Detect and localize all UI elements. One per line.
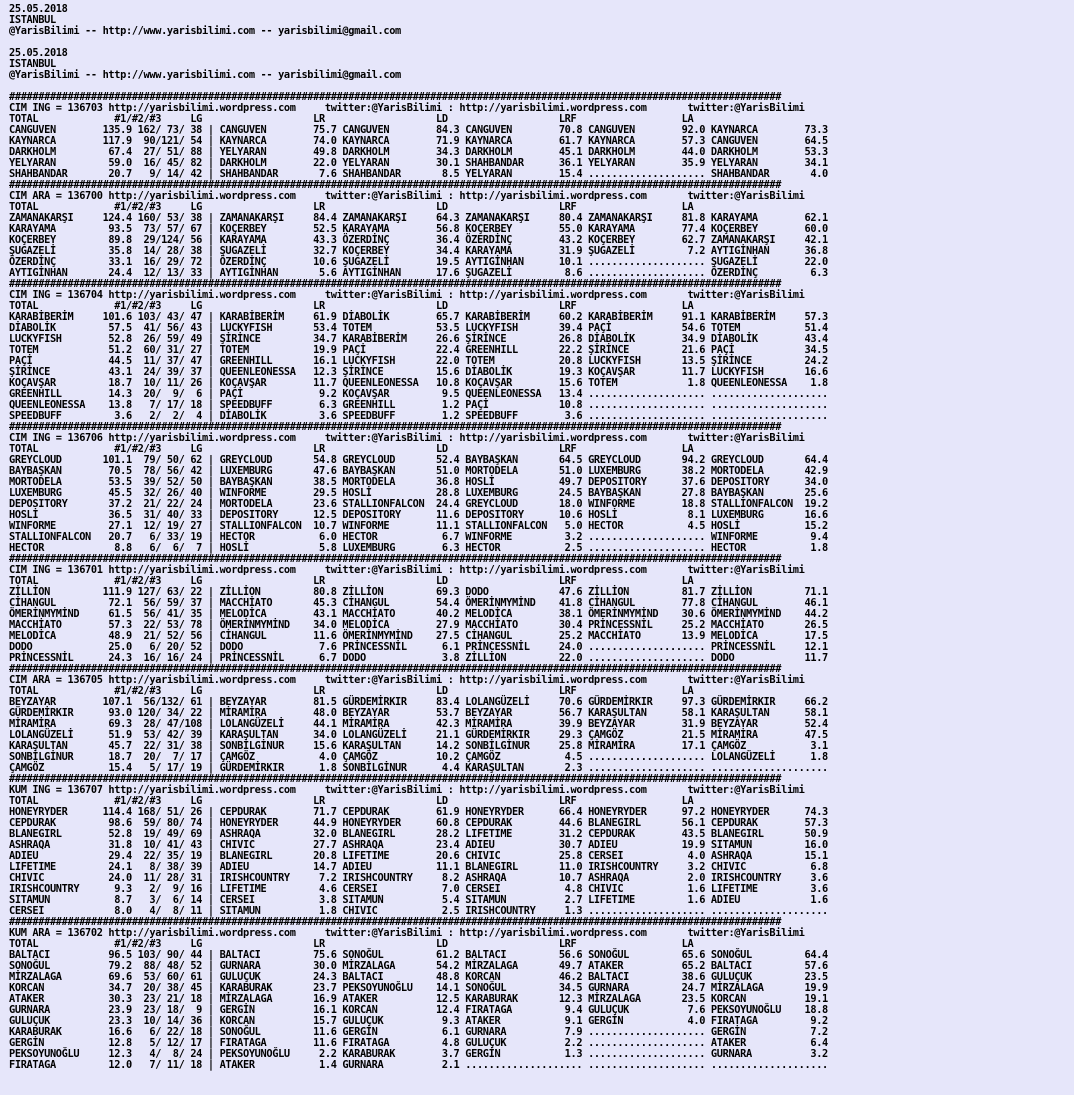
column-header-line: TOTAL #1/#2/#3 LG LR LD LRF LA: [9, 443, 694, 455]
table-row: ZAMANAKARŞI 124.4 160/ 53/ 38 | ZAMANAKARŞI 84.4 ZAMANAKARŞI 64.3 ZAMANAKARŞI 80.4 ZAMANAKARŞI 81.8 KARAYAMA 62.1: [9, 212, 828, 224]
table-row: LIFETIME 24.1 8/ 38/ 39 | ADIEU 14.7 ADIEU 11.1 BLANEGIRL 11.0 IRISHCOUNTRY 3.2 CHIVIC 6.8: [9, 861, 828, 873]
table-row: DARKHOLM 67.4 27/ 51/ 88 | YELYARAN 49.8 DARKHOLM 34.3 DARKHOLM 45.1 DARKHOLM 44.0 DARKHOLM 53.3: [9, 146, 828, 158]
column-header-line: TOTAL #1/#2/#3 LG LR LD LRF LA: [9, 300, 694, 312]
table-row: BLANEGIRL 52.8 19/ 49/ 69 | ASHRAQA 32.0 BLANEGIRL 28.2 LIFETIME 31.2 CEPDURAK 43.5 BLANEGIRL 50.9: [9, 828, 828, 840]
table-row: DODO 25.0 6/ 20/ 52 | DODO 7.6 PRİNCESSNİL 6.1 PRİNCESSNİL 24.0 .................... PRİNCESSNİL 12.1: [9, 641, 828, 653]
separator-line: ####################################################################################################################################: [9, 663, 782, 675]
column-header-line: TOTAL #1/#2/#3 LG LR LD LRF LA: [9, 113, 694, 125]
table-row: KARAŞULTAN 45.7 22/ 31/ 38 | SONBİLGİNUR 15.6 KARAŞULTAN 14.2 SONBİLGİNUR 25.8 MİRAMİRA 17.1 ÇAMGÖZ 3.1: [9, 740, 828, 752]
table-row: PEKSOYUNOĞLU 12.3 4/ 8/ 24 | PEKSOYUNOĞLU 2.2 KARABURAK 3.7 GERGİN 1.3 .................... GURNARA 3.2: [9, 1048, 828, 1060]
table-row: IRISHCOUNTRY 9.3 2/ 9/ 16 | LIFETIME 4.6 CERSEI 7.0 CERSEI 4.8 CHIVIC 1.6 LIFETIME 3.6: [9, 883, 828, 895]
report-date: 25.05.2018: [9, 47, 68, 59]
table-row: DİABOLİK 57.5 41/ 56/ 43 | LUCKYFISH 53.4 TOTEM 53.5 LUCKYFISH 39.4 PAÇİ 54.6 TOTEM 51.4: [9, 322, 828, 334]
table-row: HONEYRYDER 114.4 168/ 51/ 26 | CEPDURAK 71.7 CEPDURAK 61.9 HONEYRYDER 66.4 HONEYRYDER 97.2 HONEYRYDER 74.3: [9, 806, 828, 818]
table-row: CEPDURAK 98.6 59/ 80/ 74 | HONEYRYDER 44.9 HONEYRYDER 60.8 CEPDURAK 44.6 BLANEGIRL 56.1 CEPDURAK 57.3: [9, 817, 828, 829]
table-row: BALTACI 96.5 103/ 90/ 44 | BALTACI 75.6 SONOĞUL 61.2 BALTACI 56.6 SONOĞUL 65.6 SONOĞUL 64.4: [9, 949, 828, 961]
table-row: SPEEDBUFF 3.6 2/ 2/ 4 | DİABOLİK 3.6 SPEEDBUFF 1.2 SPEEDBUFF 3.6 .................... ....................: [9, 410, 828, 422]
separator-line: ####################################################################################################################################: [9, 553, 782, 565]
column-header-line: TOTAL #1/#2/#3 LG LR LD LRF LA: [9, 795, 694, 807]
race-table: [9, 554, 1074, 664]
table-row: SITAMUN 8.7 3/ 6/ 14 | CERSEI 3.8 SITAMUN 5.4 SITAMUN 2.7 LIFETIME 1.6 ADIEU 1.6: [9, 894, 828, 906]
race-table: [9, 774, 1074, 917]
contact-line: @YarisBilimi -- http://www.yarisbilimi.com -- yarisbilimi@gmail.com: [9, 69, 401, 81]
table-row: ÖZERDİNÇ 33.1 16/ 29/ 72 | ÖZERDİNÇ 10.6 ŞUGAZELİ 19.5 AYTIGİNHAN 10.1 .................... ŞUGAZELİ 22.0: [9, 256, 828, 268]
race-table: [9, 422, 1074, 554]
column-header-line: TOTAL #1/#2/#3 LG LR LD LRF LA: [9, 201, 694, 213]
race-table: [9, 279, 1074, 422]
table-row: DEPOSITORY 37.2 21/ 22/ 24 | MORTODELA 23.6 STALLIONFALCON 24.4 GREYCLOUD 18.0 WINFORME 18.8 STALLIONFALCON 19.2: [9, 498, 828, 510]
blank-line: [9, 37, 1074, 48]
table-row: AYTIGİNHAN 24.4 12/ 13/ 33 | AYTIGİNHAN 5.6 AYTIGİNHAN 17.6 ŞUGAZELİ 8.6 .................... ÖZERDİNÇ 6.3: [9, 267, 828, 279]
race-title-line: KUM ING = 136707 http://yarisbilimi.wordpress.com twitter:@YarisBilimi : http://yarisbilimi.wordpress.com twitter:@YarisBilimi: [9, 784, 805, 796]
table-row: GREYCLOUD 101.1 79/ 50/ 62 | GREYCLOUD 54.8 GREYCLOUD 52.4 BAYBAŞKAN 64.5 GREYCLOUD 94.2 GREYCLOUD 64.4: [9, 454, 828, 466]
table-row: WINFORME 27.1 12/ 19/ 27 | STALLIONFALCON 10.7 WINFORME 11.1 STALLIONFALCON 5.0 HECTOR 4.5 HOSLİ 15.2: [9, 520, 828, 532]
table-row: LUXEMBURG 45.5 32/ 26/ 40 | WINFORME 29.5 HOSLİ 28.8 LUXEMBURG 24.5 BAYBAŞKAN 27.8 BAYBAŞKAN 25.6: [9, 487, 828, 499]
table-row: KAYNARCA 117.9 90/121/ 54 | KAYNARCA 74.0 KAYNARCA 71.9 KAYNARCA 61.7 KAYNARCA 57.3 CANGUVEN 64.5: [9, 135, 828, 147]
report-city: ISTANBUL: [9, 58, 56, 70]
table-row: GULUÇUK 23.3 10/ 14/ 36 | KORCAN 15.7 GULUÇUK 9.3 ATAKER 9.1 GERGİN 4.0 FIRATAGA 9.2: [9, 1015, 828, 1027]
table-row: SONOĞUL 79.2 88/ 48/ 52 | GURNARA 30.0 MİRZALAGA 54.2 MİRZALAGA 49.7 ATAKER 65.2 BALTACI 57.6: [9, 960, 828, 972]
table-row: QUEENLEONESSA 13.8 7/ 17/ 18 | SPEEDBUFF 6.3 GREENHILL 1.2 PAÇİ 10.8 .................... ....................: [9, 399, 828, 411]
table-row: CANGUVEN 135.9 162/ 73/ 38 | CANGUVEN 75.7 CANGUVEN 84.3 CANGUVEN 70.8 CANGUVEN 92.0 KAYNARCA 73.3: [9, 124, 828, 136]
table-row: GREENHILL 14.3 20/ 9/ 6 | PAÇİ 9.2 KOÇAVŞAR 9.5 QUEENLEONESSA 13.4 .................... ....................: [9, 388, 828, 400]
column-header-line: TOTAL #1/#2/#3 LG LR LD LRF LA: [9, 575, 694, 587]
table-row: GÜRDEMİRKIR 93.0 120/ 34/ 22 | MİRAMİRA 48.0 BEYZAYAR 53.7 BEYZAYAR 56.7 KARAŞULTAN 58.1 KARAŞULTAN 58.1: [9, 707, 828, 719]
separator-line: ####################################################################################################################################: [9, 916, 782, 928]
race-title-line: CIM ARA = 136700 http://yarisbilimi.wordpress.com twitter:@YarisBilimi : http://yarisbilimi.wordpress.com twitter:@YarisBilimi: [9, 190, 805, 202]
report-city: ISTANBUL: [9, 14, 56, 26]
table-row: ASHRAQA 31.8 10/ 41/ 43 | CHIVIC 27.7 ASHRAQA 23.4 ADIEU 30.7 ADIEU 19.9 SITAMUN 16.0: [9, 839, 828, 851]
column-header-line: TOTAL #1/#2/#3 LG LR LD LRF LA: [9, 685, 694, 697]
table-row: GERGİN 12.8 5/ 12/ 17 | FIRATAGA 11.6 FIRATAGA 4.8 GULUÇUK 2.2 .................... ATAKER 6.4: [9, 1037, 828, 1049]
table-row: LUCKYFISH 52.8 26/ 59/ 49 | ŞİRİNCE 34.7 KARABİBERİM 26.6 ŞİRİNCE 26.8 DİABOLİK 34.9 DİABOLİK 43.4: [9, 333, 828, 345]
separator-line: ####################################################################################################################################: [9, 773, 782, 785]
race-table: [9, 917, 1074, 1071]
column-header-line: TOTAL #1/#2/#3 LG LR LD LRF LA: [9, 938, 694, 950]
table-row: ATAKER 30.3 23/ 21/ 18 | MİRZALAGA 16.9 ATAKER 12.5 KARABURAK 12.3 MİRZALAGA 23.5 KORCAN 19.1: [9, 993, 828, 1005]
header-block: [9, 48, 1074, 81]
race-table: [9, 664, 1074, 774]
header-block: [9, 4, 1074, 37]
table-row: KARAYAMA 93.5 73/ 57/ 67 | KOÇERBEY 52.5 KARAYAMA 56.8 KOÇERBEY 55.0 KARAYAMA 77.4 KOÇERBEY 60.0: [9, 223, 828, 235]
table-row: KARABİBERİM 101.6 103/ 43/ 47 | KARABİBERİM 61.9 DİABOLİK 65.7 KARABİBERİM 60.2 KARABİBERİM 91.1 KARABİBERİM 57.3: [9, 311, 828, 323]
table-row: SONBİLGİNUR 18.7 20/ 7/ 17 | ÇAMGÖZ 4.0 ÇAMGÖZ 10.2 ÇAMGÖZ 4.5 .................... LOLANGÜZELİ 1.8: [9, 751, 828, 763]
table-row: PRİNCESSNİL 24.3 16/ 16/ 24 | PRİNCESSNİL 6.7 DODO 3.8 ZİLLİON 22.0 .................... DODO 11.7: [9, 652, 828, 664]
separator-line: ####################################################################################################################################: [9, 278, 782, 290]
race-table: [9, 92, 1074, 180]
table-row: MİRAMİRA 69.3 28/ 47/108 | LOLANGÜZELİ 44.1 MİRAMİRA 42.3 MİRAMİRA 39.9 BEYZAYAR 31.9 BEYZAYAR 52.4: [9, 718, 828, 730]
table-row: CİHANGUL 72.1 56/ 59/ 37 | MACCHİATO 45.3 CİHANGUL 54.4 ÖMERİNMYMİND 41.8 CİHANGUL 77.8 CİHANGUL 46.1: [9, 597, 828, 609]
table-row: KOÇAVŞAR 18.7 10/ 11/ 26 | KOÇAVŞAR 11.7 QUEENLEONESSA 10.8 KOÇAVŞAR 15.6 TOTEM 1.8 QUEENLEONESSA 1.8: [9, 377, 828, 389]
table-row: MELODİCA 48.9 21/ 52/ 56 | CİHANGUL 11.6 ÖMERİNMYMİND 27.5 CİHANGUL 25.2 MACCHİATO 13.9 MELODİCA 17.5: [9, 630, 828, 642]
table-row: BAYBAŞKAN 70.5 78/ 56/ 42 | LUXEMBURG 47.6 BAYBAŞKAN 51.0 MORTODELA 51.0 LUXEMBURG 38.2 MORTODELA 42.9: [9, 465, 828, 477]
table-row: ZİLLİON 111.9 127/ 63/ 22 | ZİLLİON 80.8 ZİLLİON 69.3 DODO 47.6 ZİLLİON 81.7 ZİLLİON 71.1: [9, 586, 828, 598]
table-row: KARABURAK 16.6 6/ 22/ 18 | SONOĞUL 11.6 GERGİN 6.1 GURNARA 7.9 .................... GERGİN 7.2: [9, 1026, 828, 1038]
table-row: ÇAMGÖZ 15.4 5/ 17/ 19 | GÜRDEMİRKIR 1.8 SONBİLGİNUR 4.4 KARAŞULTAN 2.3 .................... ....................: [9, 762, 828, 774]
race-title-line: CIM ING = 136703 http://yarisbilimi.wordpress.com twitter:@YarisBilimi : http://yarisbilimi.wordpress.com twitter:@YarisBilimi: [9, 102, 805, 114]
table-row: TOTEM 51.2 60/ 31/ 27 | TOTEM 19.9 PAÇİ 22.4 GREENHILL 22.2 ŞİRİNCE 21.6 PAÇİ 34.5: [9, 344, 828, 356]
table-row: LOLANGÜZELİ 51.9 53/ 42/ 39 | KARAŞULTAN 34.0 LOLANGÜZELİ 21.1 GÜRDEMİRKIR 29.3 ÇAMGÖZ 21.5 MİRAMİRA 47.5: [9, 729, 828, 741]
table-row: FIRATAGA 12.0 7/ 11/ 18 | ATAKER 1.4 GURNARA 2.1 .................... .................... ....................: [9, 1059, 828, 1071]
separator-line: ####################################################################################################################################: [9, 91, 782, 103]
table-row: GURNARA 23.9 23/ 18/ 9 | GERGİN 16.1 KORCAN 12.4 FIRATAGA 9.4 GULUÇUK 7.6 PEKSOYUNOĞLU 18.8: [9, 1004, 828, 1016]
table-row: SHAHBANDAR 20.7 9/ 14/ 42 | SHAHBANDAR 7.6 SHAHBANDAR 8.5 YELYARAN 15.4 .................... SHAHBANDAR 4.0: [9, 168, 828, 180]
table-row: CERSEI 8.0 4/ 8/ 11 | SITAMUN 1.8 CHIVIC 2.5 IRISHCOUNTRY 1.3 .................... ....................: [9, 905, 828, 917]
race-title-line: CIM ARA = 136705 http://yarisbilimi.wordpress.com twitter:@YarisBilimi : http://yarisbilimi.wordpress.com twitter:@YarisBilimi: [9, 674, 805, 686]
table-row: YELYARAN 59.0 16/ 45/ 82 | DARKHOLM 22.0 YELYARAN 30.1 SHAHBANDAR 36.1 YELYARAN 35.9 YELYARAN 34.1: [9, 157, 828, 169]
race-title-line: CIM ING = 136704 http://yarisbilimi.wordpress.com twitter:@YarisBilimi : http://yarisbilimi.wordpress.com twitter:@YarisBilimi: [9, 289, 805, 301]
separator-line: ####################################################################################################################################: [9, 421, 782, 433]
separator-line: ####################################################################################################################################: [9, 179, 782, 191]
table-row: BEYZAYAR 107.1 56/132/ 61 | BEYZAYAR 81.5 GÜRDEMİRKIR 83.4 LOLANGÜZELİ 70.6 GÜRDEMİRKIR 97.3 GÜRDEMİRKIR 66.2: [9, 696, 828, 708]
race-title-line: CIM ING = 136701 http://yarisbilimi.wordpress.com twitter:@YarisBilimi : http://yarisbilimi.wordpress.com twitter:@YarisBilimi: [9, 564, 805, 576]
table-row: PAÇİ 44.5 11/ 37/ 47 | GREENHILL 16.1 LUCKYFISH 22.0 TOTEM 20.8 LUCKYFISH 13.5 ŞİRİNCE 24.2: [9, 355, 828, 367]
table-row: ÖMERİNMYMİND 61.5 56/ 41/ 35 | MELODİCA 43.1 MACCHİATO 40.2 MELODİCA 38.1 ÖMERİNMYMİND 30.6 ÖMERİNMYMİND 44.2: [9, 608, 828, 620]
table-row: HOSLİ 36.5 31/ 40/ 33 | DEPOSITORY 12.5 DEPOSITORY 11.6 DEPOSITORY 10.6 HOSLİ 8.1 LUXEMBURG 16.6: [9, 509, 828, 521]
table-row: ŞUGAZELİ 35.8 14/ 28/ 38 | ŞUGAZELİ 32.7 KOÇERBEY 34.4 KARAYAMA 31.9 ŞUGAZELİ 7.2 AYTIGİNHAN 36.8: [9, 245, 828, 257]
table-row: CHIVIC 24.0 11/ 28/ 31 | IRISHCOUNTRY 7.2 IRISHCOUNTRY 8.2 ASHRAQA 10.7 ASHRAQA 2.0 IRISHCOUNTRY 3.6: [9, 872, 828, 884]
table-row: ADIEU 29.4 22/ 35/ 19 | BLANEGIRL 20.8 LIFETIME 20.6 CHIVIC 25.8 CERSEI 4.0 ASHRAQA 15.1: [9, 850, 828, 862]
table-row: ŞİRİNCE 43.1 24/ 39/ 37 | QUEENLEONESSA 12.3 ŞİRİNCE 15.6 DİABOLİK 19.3 KOÇAVŞAR 11.7 LUCKYFISH 16.6: [9, 366, 828, 378]
report-date: 25.05.2018: [9, 3, 68, 15]
table-row: STALLIONFALCON 20.7 6/ 33/ 19 | HECTOR 6.0 HECTOR 6.7 WINFORME 3.2 .................... WINFORME 9.4: [9, 531, 828, 543]
race-title-line: CIM ING = 136706 http://yarisbilimi.wordpress.com twitter:@YarisBilimi : http://yarisbilimi.wordpress.com twitter:@YarisBilimi: [9, 432, 805, 444]
table-row: HECTOR 8.8 6/ 6/ 7 | HOSLİ 5.8 LUXEMBURG 6.3 HECTOR 2.5 .................... HECTOR 1.8: [9, 542, 828, 554]
race-title-line: KUM ARA = 136702 http://yarisbilimi.wordpress.com twitter:@YarisBilimi : http://yarisbilimi.wordpress.com twitter:@YarisBilimi: [9, 927, 805, 939]
table-row: MİRZALAGA 69.6 53/ 60/ 61 | GULUÇUK 24.3 BALTACI 48.8 KORCAN 46.2 BALTACI 38.6 GULUÇUK 23.5: [9, 971, 828, 983]
table-row: MORTODELA 53.5 39/ 52/ 50 | BAYBAŞKAN 38.5 MORTODELA 36.8 HOSLİ 49.7 DEPOSITORY 37.6 DEPOSITORY 34.0: [9, 476, 828, 488]
table-row: MACCHİATO 57.3 22/ 53/ 78 | ÖMERİNMYMİND 34.0 MELODİCA 27.9 MACCHİATO 30.4 PRİNCESSNİL 25.2 MACCHİATO 26.5: [9, 619, 828, 631]
race-table: [9, 180, 1074, 279]
table-row: KORCAN 34.7 20/ 38/ 45 | KARABURAK 23.7 PEKSOYUNOĞLU 14.1 SONOĞUL 34.5 GURNARA 24.7 MİRZALAGA 19.9: [9, 982, 828, 994]
contact-line: @YarisBilimi -- http://www.yarisbilimi.com -- yarisbilimi@gmail.com: [9, 25, 401, 37]
table-row: KOÇERBEY 89.8 29/124/ 56 | KARAYAMA 43.3 ÖZERDİNÇ 36.4 ÖZERDİNÇ 43.2 KOÇERBEY 62.7 ZAMANAKARŞI 42.1: [9, 234, 828, 246]
